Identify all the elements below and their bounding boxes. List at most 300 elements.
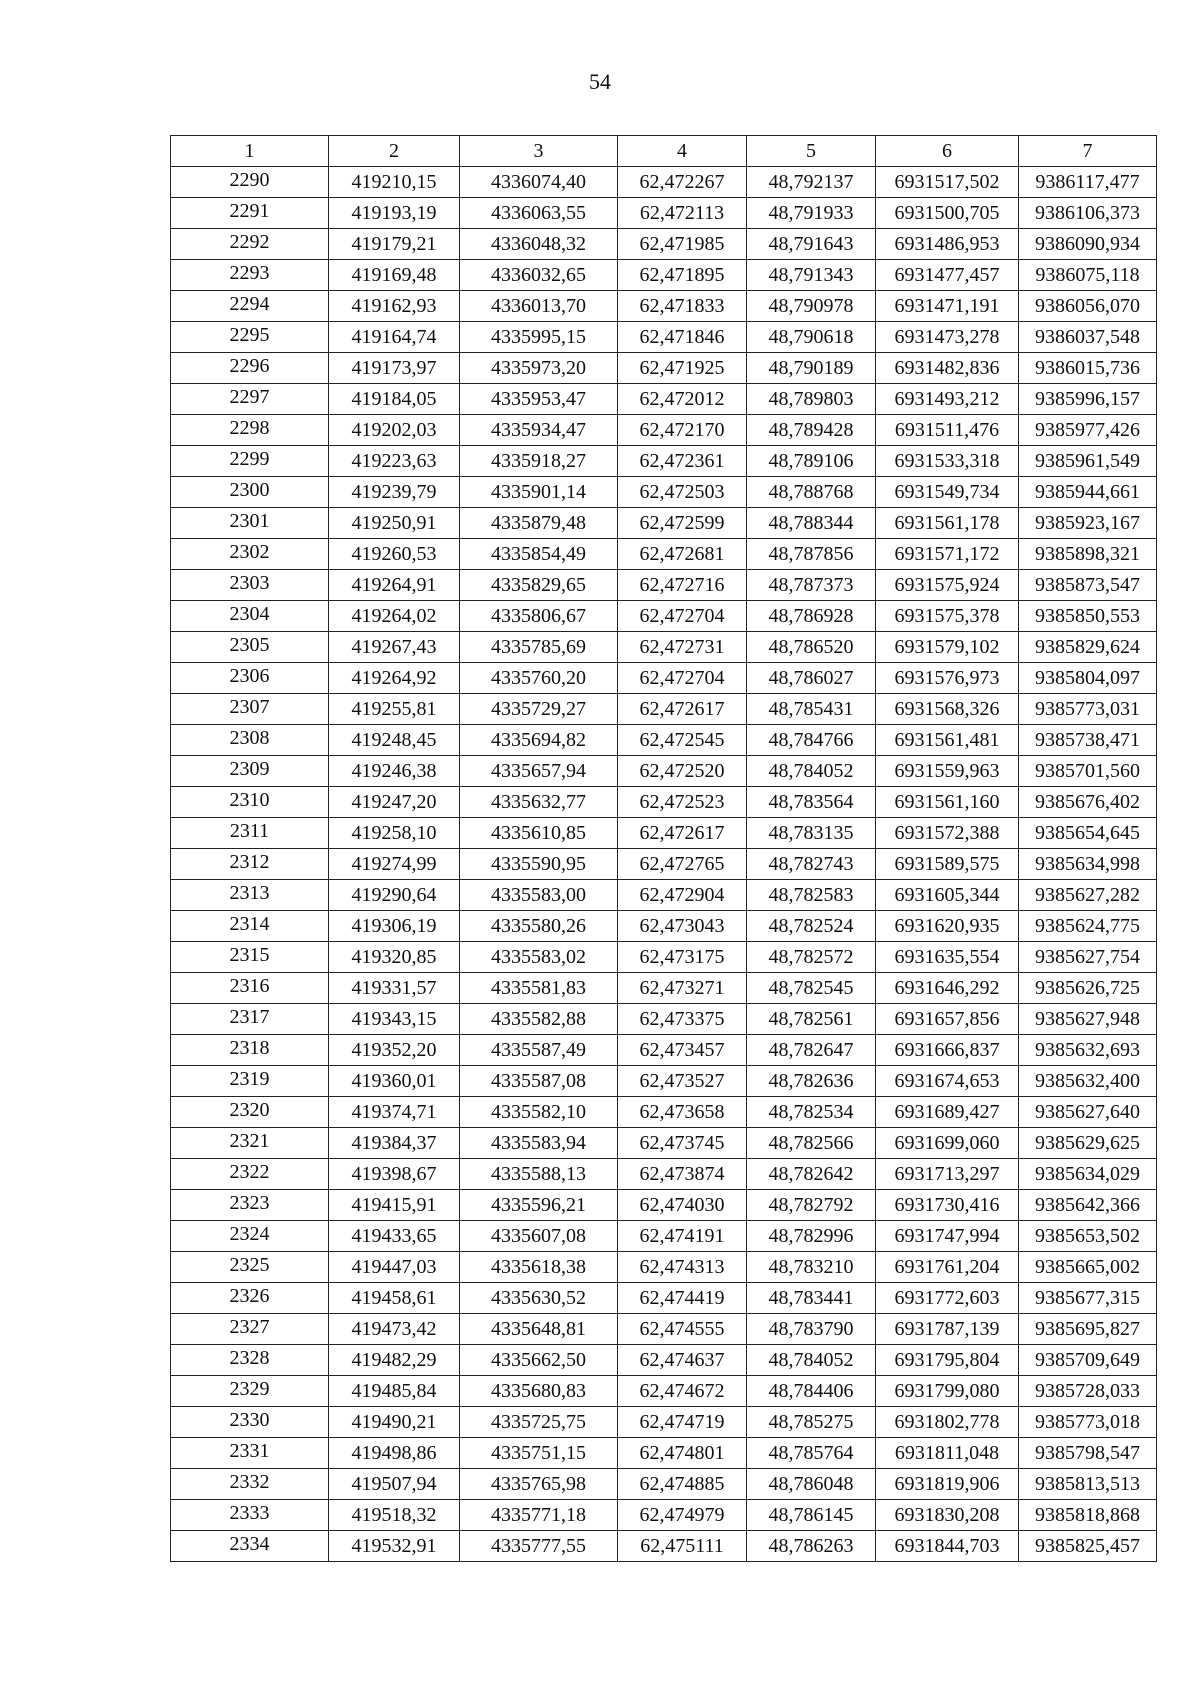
table-cell: 62,473457 [618,1035,747,1066]
table-cell: 48,782583 [747,880,876,911]
table-cell: 4335771,18 [460,1500,618,1531]
table-row [171,1500,1157,1531]
table-row [171,477,1157,508]
point-number-cell: 2292 [171,229,329,260]
table-cell: 62,474672 [618,1376,747,1407]
point-number-cell: 2325 [171,1252,329,1283]
table-cell: 48,782792 [747,1190,876,1221]
table-row [171,1407,1157,1438]
point-number-cell: 2332 [171,1469,329,1500]
table-row [171,384,1157,415]
page-number: 54 [589,69,611,94]
table-cell: 6931482,836 [876,353,1019,384]
table-row [171,570,1157,601]
table-cell: 9385654,645 [1019,818,1157,849]
table-cell: 9386015,736 [1019,353,1157,384]
table-cell: 6931471,191 [876,291,1019,322]
table-cell: 6931646,292 [876,973,1019,1004]
table-cell: 419485,84 [329,1376,460,1407]
table-row [171,880,1157,911]
table-cell: 62,472904 [618,880,747,911]
table-cell: 6931517,502 [876,167,1019,198]
point-number-cell: 2297 [171,384,329,415]
table-cell: 9385627,640 [1019,1097,1157,1128]
table-cell: 419490,21 [329,1407,460,1438]
table-cell: 6931589,575 [876,849,1019,880]
table-cell: 62,472361 [618,446,747,477]
table-cell: 419164,74 [329,322,460,353]
table-cell: 6931830,208 [876,1500,1019,1531]
table-cell: 4335581,83 [460,973,618,1004]
table-cell: 48,785275 [747,1407,876,1438]
table-cell: 4336048,32 [460,229,618,260]
table-cell: 419498,86 [329,1438,460,1469]
table-cell: 6931747,994 [876,1221,1019,1252]
table-cell: 419202,03 [329,415,460,446]
table-cell: 419458,61 [329,1283,460,1314]
table-row [171,1221,1157,1252]
table-cell: 9385944,661 [1019,477,1157,508]
point-number-cell: 2330 [171,1407,329,1438]
table-cell: 48,789428 [747,415,876,446]
table-cell: 4335587,08 [460,1066,618,1097]
table-cell: 9386106,373 [1019,198,1157,229]
table-cell: 6931772,603 [876,1283,1019,1314]
table-cell: 48,787856 [747,539,876,570]
table-row [171,291,1157,322]
table-cell: 48,786928 [747,601,876,632]
table-cell: 48,782534 [747,1097,876,1128]
table-cell: 9385632,693 [1019,1035,1157,1066]
table-cell: 6931605,344 [876,880,1019,911]
column-header: 2 [329,136,460,167]
table-cell: 9385996,157 [1019,384,1157,415]
table-cell: 6931802,778 [876,1407,1019,1438]
point-number-cell: 2312 [171,849,329,880]
table-cell: 419193,19 [329,198,460,229]
table-cell: 6931713,297 [876,1159,1019,1190]
table-cell: 419518,32 [329,1500,460,1531]
table-cell: 419343,15 [329,1004,460,1035]
table-cell: 62,473175 [618,942,747,973]
point-number-cell: 2302 [171,539,329,570]
table-row [171,1252,1157,1283]
table-cell: 62,473745 [618,1128,747,1159]
table-row [171,229,1157,260]
table-cell: 48,782647 [747,1035,876,1066]
table-cell: 6931699,060 [876,1128,1019,1159]
point-number-cell: 2304 [171,601,329,632]
table-cell: 9385627,754 [1019,942,1157,973]
table-cell: 9385627,282 [1019,880,1157,911]
table-row [171,663,1157,694]
table-row [171,1035,1157,1066]
table-cell: 4335580,26 [460,911,618,942]
table-cell: 9386117,477 [1019,167,1157,198]
table-cell: 62,472704 [618,663,747,694]
table-row [171,1066,1157,1097]
table-cell: 6931477,457 [876,260,1019,291]
table-row [171,1314,1157,1345]
table-cell: 62,473043 [618,911,747,942]
table-cell: 48,782566 [747,1128,876,1159]
table-cell: 419264,91 [329,570,460,601]
point-number-cell: 2296 [171,353,329,384]
table-row [171,1438,1157,1469]
table-cell: 48,788768 [747,477,876,508]
table-cell: 62,473527 [618,1066,747,1097]
table-cell: 48,782636 [747,1066,876,1097]
table-cell: 6931799,080 [876,1376,1019,1407]
table-row [171,1376,1157,1407]
table-row [171,1283,1157,1314]
table-cell: 419255,81 [329,694,460,725]
table-cell: 6931635,554 [876,942,1019,973]
table-cell: 419258,10 [329,818,460,849]
point-number-cell: 2300 [171,477,329,508]
table-cell: 419223,63 [329,446,460,477]
table-cell: 62,472599 [618,508,747,539]
table-cell: 4335587,49 [460,1035,618,1066]
table-cell: 419179,21 [329,229,460,260]
table-cell: 62,472520 [618,756,747,787]
table-cell: 4335657,94 [460,756,618,787]
table-cell: 6931486,953 [876,229,1019,260]
table-cell: 9385873,547 [1019,570,1157,601]
table-cell: 6931666,837 [876,1035,1019,1066]
table-cell: 9386037,548 [1019,322,1157,353]
table-cell: 9385829,624 [1019,632,1157,663]
table-cell: 48,790978 [747,291,876,322]
table-cell: 62,474885 [618,1469,747,1500]
table-cell: 4335777,55 [460,1531,618,1562]
point-number-cell: 2334 [171,1531,329,1562]
table-cell: 4336063,55 [460,198,618,229]
table-cell: 6931568,326 [876,694,1019,725]
table-cell: 6931575,924 [876,570,1019,601]
point-number-cell: 2327 [171,1314,329,1345]
table-cell: 6931572,388 [876,818,1019,849]
table-row [171,260,1157,291]
table-cell: 4335632,77 [460,787,618,818]
point-number-cell: 2329 [171,1376,329,1407]
table-cell: 4335618,38 [460,1252,618,1283]
table-cell: 4335583,02 [460,942,618,973]
table-cell: 9385798,547 [1019,1438,1157,1469]
table-cell: 48,786263 [747,1531,876,1562]
table-cell: 62,472617 [618,694,747,725]
table-cell: 62,474030 [618,1190,747,1221]
table-cell: 9385642,366 [1019,1190,1157,1221]
table-cell: 419264,92 [329,663,460,694]
table-row [171,1190,1157,1221]
table-row [171,1097,1157,1128]
table-cell: 419246,38 [329,756,460,787]
point-number-cell: 2299 [171,446,329,477]
table-cell: 4335610,85 [460,818,618,849]
table-cell: 9385709,649 [1019,1345,1157,1376]
table-cell: 6931493,212 [876,384,1019,415]
table-cell: 419162,93 [329,291,460,322]
table-cell: 9385653,502 [1019,1221,1157,1252]
table-cell: 62,473658 [618,1097,747,1128]
table-header [171,136,1157,167]
table-cell: 48,791643 [747,229,876,260]
point-number-cell: 2323 [171,1190,329,1221]
table-cell: 419398,67 [329,1159,460,1190]
table-cell: 48,787373 [747,570,876,601]
table-row [171,1159,1157,1190]
table-cell: 4335596,21 [460,1190,618,1221]
table-cell: 419507,94 [329,1469,460,1500]
table-row [171,353,1157,384]
table-row [171,787,1157,818]
table-cell: 6931730,416 [876,1190,1019,1221]
table-cell: 48,786048 [747,1469,876,1500]
table-cell: 62,471985 [618,229,747,260]
table-cell: 62,474979 [618,1500,747,1531]
table-cell: 419264,02 [329,601,460,632]
table-cell: 6931571,172 [876,539,1019,570]
table-cell: 4335785,69 [460,632,618,663]
point-number-cell: 2311 [171,818,329,849]
point-number-cell: 2320 [171,1097,329,1128]
table-cell: 419250,91 [329,508,460,539]
table-cell: 419447,03 [329,1252,460,1283]
table-cell: 9385627,948 [1019,1004,1157,1035]
point-number-cell: 2313 [171,880,329,911]
table-cell: 48,784766 [747,725,876,756]
table-cell: 9385634,998 [1019,849,1157,880]
table-cell: 48,782572 [747,942,876,973]
table-cell: 62,474637 [618,1345,747,1376]
table-cell: 62,473375 [618,1004,747,1035]
table-cell: 62,474313 [618,1252,747,1283]
table-row [171,167,1157,198]
table-cell: 9385923,167 [1019,508,1157,539]
table-cell: 4335725,75 [460,1407,618,1438]
coordinates-table [170,135,1157,1562]
table-cell: 419320,85 [329,942,460,973]
table-cell: 6931819,906 [876,1469,1019,1500]
table-cell: 9386075,118 [1019,260,1157,291]
table-cell: 4335630,52 [460,1283,618,1314]
table-cell: 48,786520 [747,632,876,663]
table-row [171,446,1157,477]
table-cell: 4335806,67 [460,601,618,632]
point-number-cell: 2333 [171,1500,329,1531]
table-row [171,756,1157,787]
table-cell: 419239,79 [329,477,460,508]
table-cell: 9385813,513 [1019,1469,1157,1500]
table-row [171,632,1157,663]
table-cell: 419173,97 [329,353,460,384]
table-cell: 6931561,178 [876,508,1019,539]
point-number-cell: 2294 [171,291,329,322]
table-cell: 6931576,973 [876,663,1019,694]
table-row [171,818,1157,849]
table-cell: 62,472503 [618,477,747,508]
table-cell: 9385898,321 [1019,539,1157,570]
table-cell: 62,473271 [618,973,747,1004]
table-cell: 419482,29 [329,1345,460,1376]
table-cell: 62,473874 [618,1159,747,1190]
table-cell: 419331,57 [329,973,460,1004]
table-cell: 4335590,95 [460,849,618,880]
table-cell: 62,471895 [618,260,747,291]
column-header: 7 [1019,136,1157,167]
table-cell: 48,782642 [747,1159,876,1190]
point-number-cell: 2318 [171,1035,329,1066]
table-cell: 9385825,457 [1019,1531,1157,1562]
table-cell: 419248,45 [329,725,460,756]
table-cell: 6931761,204 [876,1252,1019,1283]
table-cell: 6931561,160 [876,787,1019,818]
table-cell: 48,785431 [747,694,876,725]
table-cell: 419384,37 [329,1128,460,1159]
table-cell: 62,471846 [618,322,747,353]
table-cell: 9385626,725 [1019,973,1157,1004]
table-cell: 9385773,031 [1019,694,1157,725]
table-cell: 48,783790 [747,1314,876,1345]
table-cell: 419374,71 [329,1097,460,1128]
table-cell: 419184,05 [329,384,460,415]
table-cell: 4335765,98 [460,1469,618,1500]
table-cell: 48,784052 [747,1345,876,1376]
table-cell: 62,472113 [618,198,747,229]
table-cell: 62,474719 [618,1407,747,1438]
table-cell: 48,783564 [747,787,876,818]
table-cell: 48,788344 [747,508,876,539]
table-row [171,539,1157,570]
table-cell: 48,784406 [747,1376,876,1407]
table-cell: 62,472617 [618,818,747,849]
table-cell: 4335829,65 [460,570,618,601]
point-number-cell: 2309 [171,756,329,787]
point-number-cell: 2306 [171,663,329,694]
table-cell: 48,790618 [747,322,876,353]
table-cell: 62,471925 [618,353,747,384]
table-cell: 48,783135 [747,818,876,849]
table-row [171,694,1157,725]
table-cell: 9385629,625 [1019,1128,1157,1159]
column-header: 4 [618,136,747,167]
point-number-cell: 2301 [171,508,329,539]
column-header: 1 [171,136,329,167]
table-cell: 4335729,27 [460,694,618,725]
table-cell: 48,782561 [747,1004,876,1035]
table-cell: 62,472704 [618,601,747,632]
table-row [171,849,1157,880]
table-row [171,1004,1157,1035]
table-cell: 9385728,033 [1019,1376,1157,1407]
table-row [171,973,1157,1004]
table-cell: 9385632,400 [1019,1066,1157,1097]
table-cell: 6931787,139 [876,1314,1019,1345]
point-number-cell: 2331 [171,1438,329,1469]
table-cell: 6931620,935 [876,911,1019,942]
point-number-cell: 2314 [171,911,329,942]
table-cell: 4335588,13 [460,1159,618,1190]
table-cell: 4335582,10 [460,1097,618,1128]
point-number-cell: 2324 [171,1221,329,1252]
table-cell: 6931559,963 [876,756,1019,787]
table-cell: 419267,43 [329,632,460,663]
table-cell: 6931500,705 [876,198,1019,229]
point-number-cell: 2316 [171,973,329,1004]
point-number-cell: 2322 [171,1159,329,1190]
table-cell: 6931689,427 [876,1097,1019,1128]
table-cell: 62,474555 [618,1314,747,1345]
table-cell: 48,791933 [747,198,876,229]
point-number-cell: 2303 [171,570,329,601]
table-cell: 419247,20 [329,787,460,818]
table-cell: 48,792137 [747,167,876,198]
table-cell: 48,782996 [747,1221,876,1252]
table-cell: 419290,64 [329,880,460,911]
table-cell: 48,782545 [747,973,876,1004]
point-number-cell: 2315 [171,942,329,973]
table-cell: 4335973,20 [460,353,618,384]
table-cell: 9385701,560 [1019,756,1157,787]
table-cell: 419352,20 [329,1035,460,1066]
table-cell: 4335879,48 [460,508,618,539]
point-number-cell: 2308 [171,725,329,756]
table-row [171,415,1157,446]
table-cell: 4336074,40 [460,167,618,198]
table-row [171,601,1157,632]
table-cell: 48,791343 [747,260,876,291]
table-cell: 4335918,27 [460,446,618,477]
table-cell: 4335854,49 [460,539,618,570]
point-number-cell: 2305 [171,632,329,663]
table-cell: 62,472170 [618,415,747,446]
column-header: 6 [876,136,1019,167]
table-row [171,1345,1157,1376]
table-cell: 4335694,82 [460,725,618,756]
table-row [171,725,1157,756]
table-row [171,198,1157,229]
point-number-cell: 2328 [171,1345,329,1376]
table-cell: 6931657,856 [876,1004,1019,1035]
table-cell: 4335583,94 [460,1128,618,1159]
point-number-cell: 2291 [171,198,329,229]
table-cell: 62,474191 [618,1221,747,1252]
table-cell: 4335662,50 [460,1345,618,1376]
table-cell: 9385804,097 [1019,663,1157,694]
table-cell: 419306,19 [329,911,460,942]
table-cell: 9385738,471 [1019,725,1157,756]
table-cell: 6931561,481 [876,725,1019,756]
point-number-cell: 2317 [171,1004,329,1035]
table-cell: 6931511,476 [876,415,1019,446]
table-cell: 9385624,775 [1019,911,1157,942]
table-cell: 62,472731 [618,632,747,663]
table-cell: 9385818,868 [1019,1500,1157,1531]
table-cell: 419473,42 [329,1314,460,1345]
point-number-cell: 2310 [171,787,329,818]
table-row [171,1128,1157,1159]
table-cell: 9385676,402 [1019,787,1157,818]
table-cell: 6931795,804 [876,1345,1019,1376]
table-cell: 4335953,47 [460,384,618,415]
table-cell: 419274,99 [329,849,460,880]
table-cell: 48,789106 [747,446,876,477]
table-cell: 48,782743 [747,849,876,880]
table-cell: 6931674,653 [876,1066,1019,1097]
table-cell: 9386090,934 [1019,229,1157,260]
table-cell: 6931575,378 [876,601,1019,632]
